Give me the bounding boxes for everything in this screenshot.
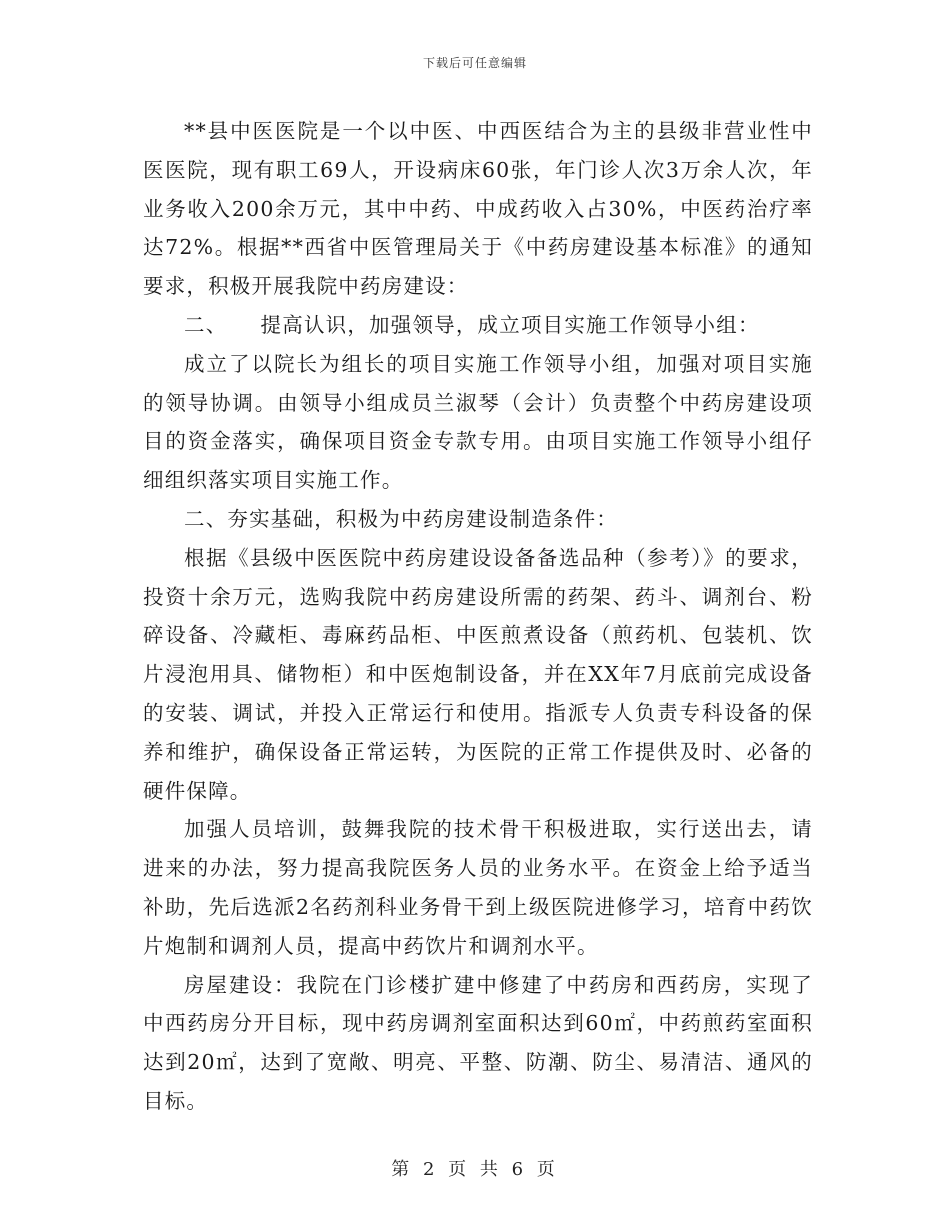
paragraph-building: 房屋建设：我院在门诊楼扩建中修建了中药房和西药房，实现了中西药房分开目标，现中药房调剂室面积达到60㎡，中药煎药室面积达到20㎡，达到了宽敞、明亮、平整、防潮、防尘、易清洁、通风的目标。 (143, 972, 813, 1113)
paragraph-leadership: 成立了以院长为组长的项目实施工作领导小组，加强对项目实施的领导协调。由领导小组成员兰淑琴（会计）负责整个中药房建设项目的资金落实，确保项目资金专款专用。由项目实施工作领导小组仔细组织落实项目实施工作。 (143, 351, 813, 493)
paragraph-intro: **县中医医院是一个以中医、中西医结合为主的县级非营业性中医医院，现有职工69人，开设病床60张，年门诊人次3万余人次，年业务收入200余万元，其中中药、中成药收入占30%，中医药治疗率达72%。根据**西省中医管理局关于《中药房建设基本标准》的通知要求，积极开展我院中药房建设： (143, 119, 813, 299)
paragraph-equipment: 根据《县级中医医院中药房建设设备备选品种（参考）》的要求，投资十余万元，选购我院中药房建设所需的药架、药斗、调剂台、粉碎设备、冷藏柜、毒麻药品柜、中医煎煮设备（煎药机、包装机、饮片浸泡用具、储物柜）和中医炮制设备，并在XX年7月底前完成设备的安装、调试，并投入正常运行和使用。指派专人负责专科设备的保养和维护，确保设备正常运转，为医院的正常工作提供及时、必备的硬件保障。 (143, 545, 813, 803)
paragraph-training: 加强人员培训，鼓舞我院的技术骨干积极进取，实行送出去，请进来的办法，努力提高我院医务人员的业务水平。在资金上给予适当补助，先后选派2名药剂科业务骨干到上级医院进修学习，培育中药饮片炮制和调剂人员，提高中药饮片和调剂水平。 (143, 817, 813, 958)
page-header-note: 下载后可任意编辑 (422, 56, 527, 70)
section-heading-foundation: 二、夯实基础，积极为中药房建设制造条件： (184, 506, 618, 531)
section-heading-leadership: 二、 提高认识，加强领导，成立项目实施工作领导小组： (184, 312, 760, 337)
document-body (143, 112, 813, 1121)
page-number: 第 2 页 共 6 页 (391, 1159, 559, 1180)
